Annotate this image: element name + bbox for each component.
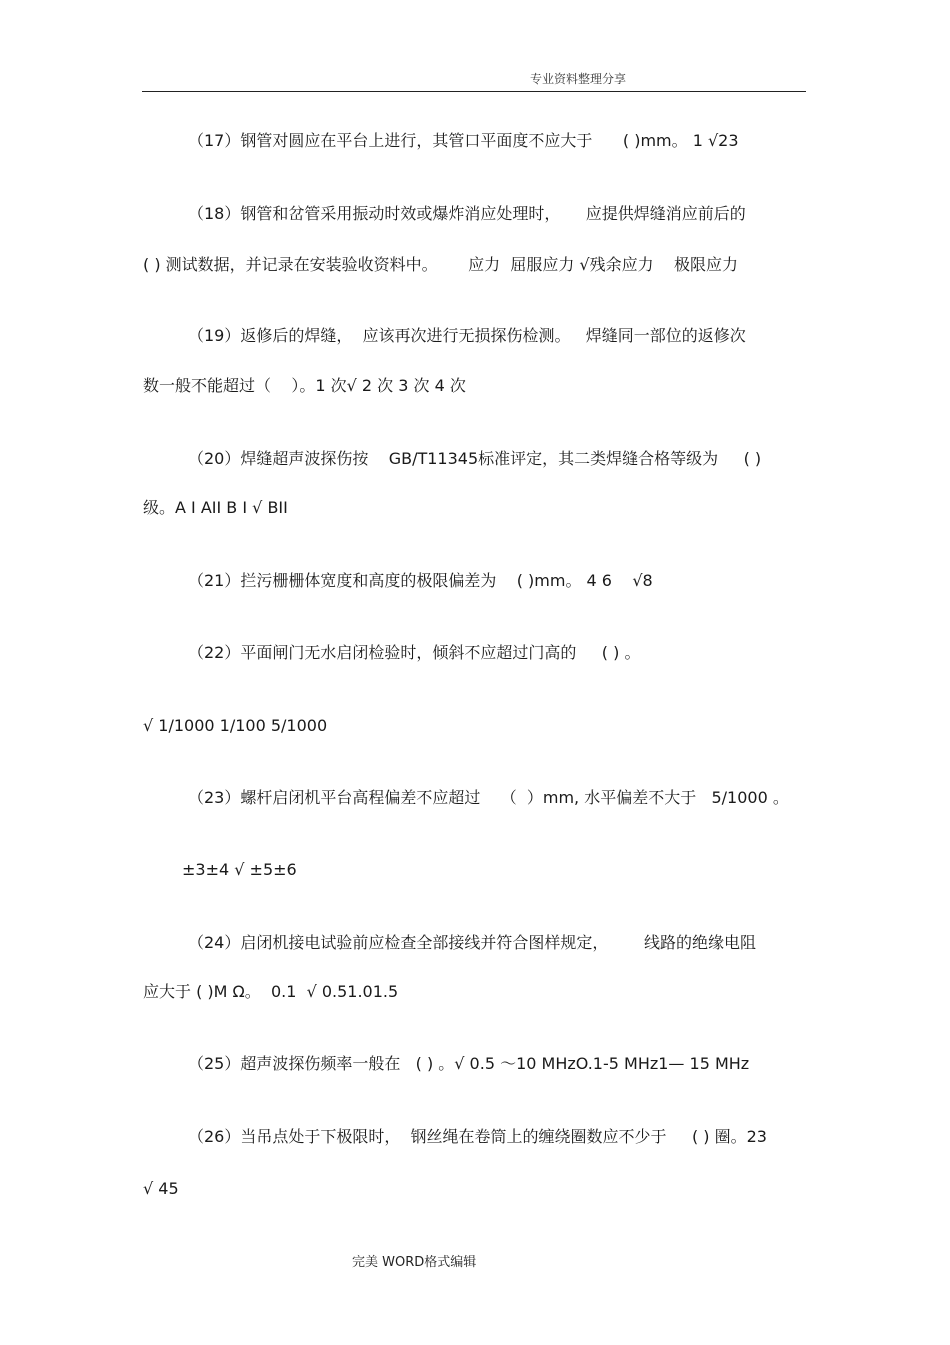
- question-21: （21）拦污栅栅体宽度和高度的极限偏差为 ( )mm。 4 6 √8: [188, 571, 653, 590]
- question-22-line-2: √ 1/1000 1/100 5/1000: [143, 716, 328, 735]
- page-header: 专业资料整理分享: [530, 72, 627, 86]
- question-26-line-1: （26）当吊点处于下极限时， 钢丝绳在卷筒上的缠绕圈数应不少于 ( ) 圈。23: [188, 1127, 767, 1146]
- question-18-line-1: （18）钢管和岔管采用振动时效或爆炸消应处理时， 应提供焊缝消应前后的: [188, 204, 746, 223]
- question-22-line-1: （22）平面闸门无水启闭检验时，倾斜不应超过门高的 ( ) 。: [188, 643, 641, 662]
- question-17: （17）钢管对圆应在平台上进行，其管口平面度不应大于 ( )mm。 1 √23: [188, 131, 739, 150]
- question-24-line-1: （24）启闭机接电试验前应检查全部接线并符合图样规定， 线路的绝缘电阻: [188, 933, 756, 952]
- question-19-line-2: 数一般不能超过（ ）。1 次√ 2 次 3 次 4 次: [143, 376, 466, 395]
- question-26-line-2: √ 45: [143, 1179, 179, 1198]
- question-19-line-1: （19）返修后的焊缝， 应该再次进行无损探伤检测。 焊缝同一部位的返修次: [188, 326, 746, 345]
- question-24-line-2: 应大于 ( )M Ω。 0.1 √ 0.51.01.5: [143, 982, 399, 1001]
- header-divider: [142, 91, 806, 92]
- question-18-line-2: ( ) 测试数据，并记录在安装验收资料中。 应力 屈服应力 √残余应力 极限应力: [143, 255, 738, 274]
- page-footer: 完美 WORD格式编辑: [352, 1255, 477, 1270]
- question-23-line-2: ±3±4 √ ±5±6: [182, 860, 297, 879]
- question-20-line-1: （20）焊缝超声波探伤按 GB/T11345标准评定，其二类焊缝合格等级为 ( ): [188, 449, 762, 468]
- question-23-line-1: （23）螺杆启闭机平台高程偏差不应超过 （ ）mm, 水平偏差不大于 5/1000 。: [188, 788, 789, 807]
- question-25: （25）超声波探伤频率一般在 ( ) 。√ 0.5 ～10 MHzO.1-5 MHz1— 15 MHz: [188, 1054, 750, 1073]
- question-20-line-2: 级。A I AII B I √ BII: [143, 498, 288, 517]
